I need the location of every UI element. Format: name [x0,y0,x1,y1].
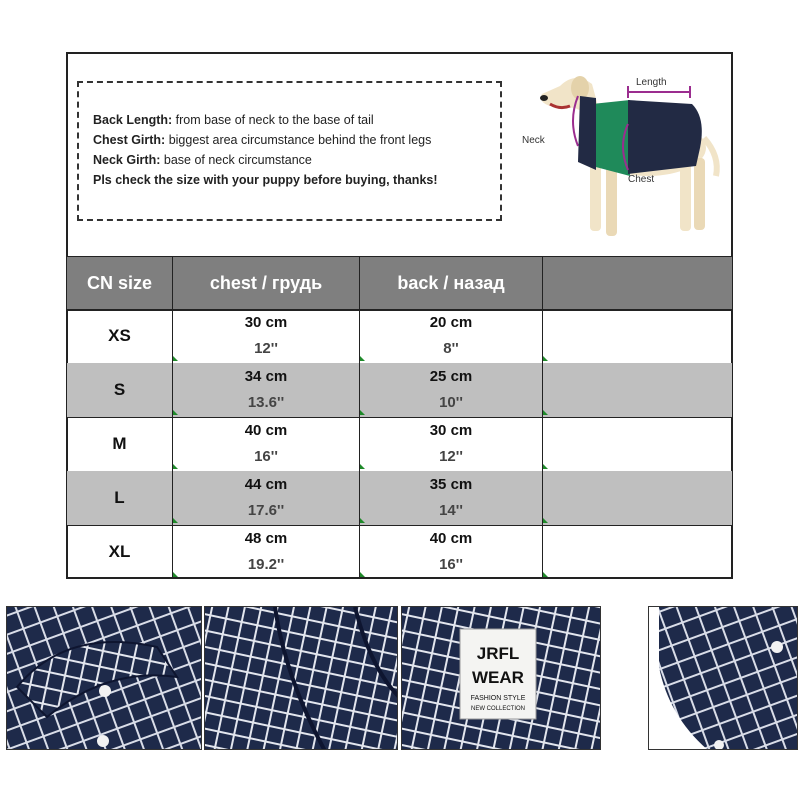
back-cell [360,417,543,471]
empty-cell [543,525,732,579]
cell-marker-icon [360,572,365,577]
brand-sub2: NEW COLLECTION [470,706,526,712]
collar-image [7,607,202,750]
chest-cm: 44 cm [244,476,288,493]
empty-cell [543,309,732,363]
brand-sub1: FASHION STYLE [470,695,526,702]
size-value: M [112,434,127,453]
cell-marker-icon [173,518,178,523]
size-cell [67,363,173,417]
cell-marker-icon [173,410,178,415]
empty-cell [543,471,732,525]
guide-label: Back Length: [93,113,173,127]
button-icon [771,641,783,653]
chest-cm: 34 cm [244,368,288,385]
size-value: XS [108,326,131,345]
back-cm: 35 cm [429,476,473,493]
photo-label-tag [401,606,601,750]
back-inch: 12'' [439,448,463,465]
empty-cell [543,363,732,417]
back-cm: 40 cm [429,530,473,547]
chest-cell [173,363,360,417]
brand-line1: JRFL [476,644,520,663]
guide-chest-girth [93,130,488,150]
size-value: XL [108,542,131,561]
label-tag-image [402,607,601,750]
button-icon [97,735,109,747]
chest-label: Chest [628,174,655,185]
table-row [67,363,732,418]
chest-inch: 13.6'' [247,394,285,411]
cell-marker-icon [360,464,365,469]
cell-marker-icon [360,410,365,415]
chest-cell [173,309,360,363]
table-row [67,309,732,364]
back-inch: 8'' [443,340,459,357]
photo-fabric [204,606,398,750]
back-cm: 20 cm [429,314,473,331]
size-cell [67,525,173,579]
guide-label: Pls check the size with your puppy before buying, thanks! [93,173,438,187]
empty-cell [543,417,732,471]
back-cell [360,525,543,579]
neck-label: Neck [522,135,545,146]
back-inch: 16'' [439,556,463,573]
guide-label: Neck Girth: [93,153,161,167]
back-cell [360,309,543,363]
button-icon [99,685,111,697]
chest-inch: 19.2'' [247,556,285,573]
cell-marker-icon [360,356,365,361]
cell-marker-icon [360,518,365,523]
size-cell [67,471,173,525]
size-value: L [114,488,125,507]
header-size: CN size [67,257,173,309]
guide-text: base of neck circumstance [160,153,312,167]
back-cm: 30 cm [429,422,473,439]
cell-marker-icon [543,572,548,577]
product-detail-photos [6,606,798,750]
cell-marker-icon [173,356,178,361]
length-label: Length [636,77,667,88]
guide-label: Chest Girth: [93,133,166,147]
chest-cm: 30 cm [244,314,288,331]
header-chest: chest / грудь [173,257,360,309]
chest-cell [173,471,360,525]
header-back: back / назад [360,257,543,309]
back-cm: 25 cm [429,368,473,385]
cell-marker-icon [173,464,178,469]
back-cell [360,471,543,525]
sleeve-image [649,607,798,750]
photo-collar [6,606,202,750]
size-value: S [113,380,126,399]
size-cell [67,309,173,363]
table-row [67,525,732,579]
header-empty [543,257,732,309]
button-icon [714,740,724,750]
brand-line2: WEAR [472,668,524,687]
guide-text: biggest area circumstance behind the front legs [165,133,432,147]
size-table-header [67,256,732,311]
chest-inch: 12'' [254,340,278,357]
guide-note [93,170,488,190]
chest-cm: 48 cm [244,530,288,547]
dog-measurement-diagram [520,66,725,251]
photo-sleeve [648,606,798,750]
guide-back-length [93,110,488,130]
guide-neck-girth [93,150,488,170]
table-row [67,471,732,526]
chest-inch: 17.6'' [247,502,285,519]
cell-marker-icon [543,518,548,523]
cell-marker-icon [543,464,548,469]
cell-marker-icon [173,572,178,577]
vest-illustration [578,96,702,176]
guide-text: from base of neck to the base of tail [172,113,374,127]
chest-cell [173,417,360,471]
back-inch: 10'' [439,394,463,411]
chest-cm: 40 cm [244,422,288,439]
cell-marker-icon [543,410,548,415]
size-cell [67,417,173,471]
back-cell [360,363,543,417]
chest-inch: 16'' [254,448,278,465]
back-inch: 14'' [439,502,463,519]
table-row [67,417,732,472]
measurement-guide [77,81,502,221]
cell-marker-icon [543,356,548,361]
chest-cell [173,525,360,579]
fabric-image [205,607,398,750]
